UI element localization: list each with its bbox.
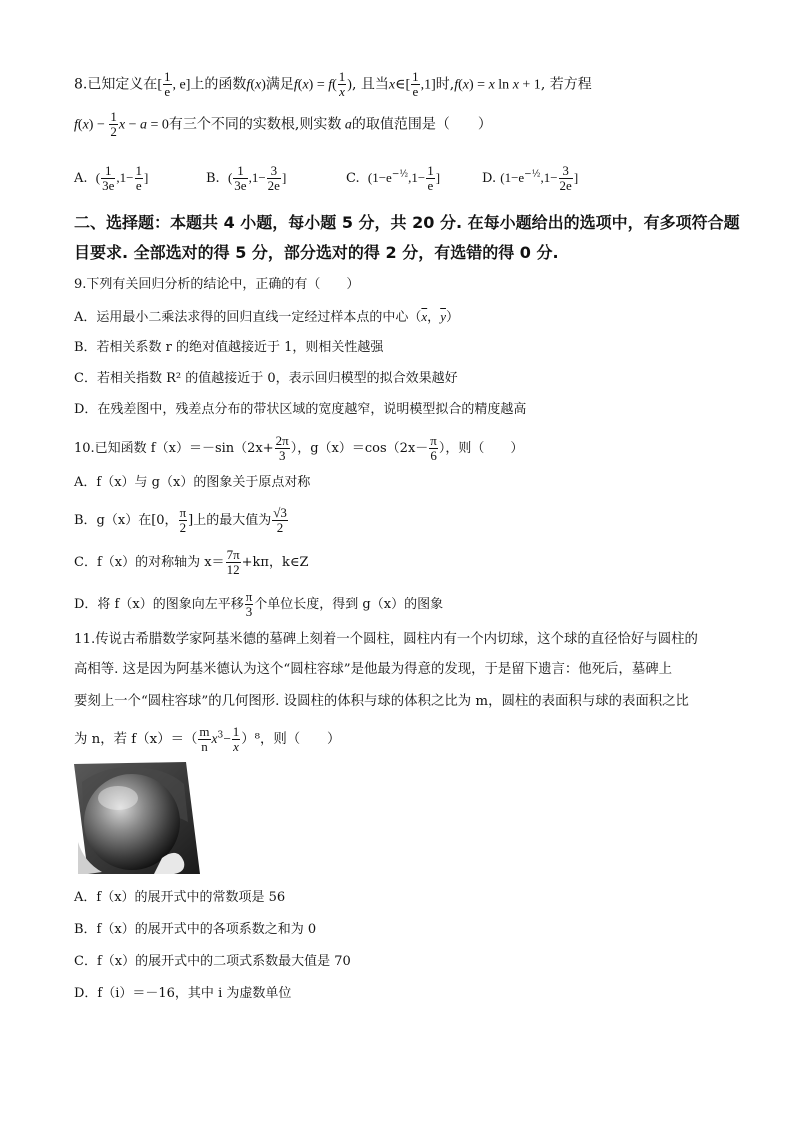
q10-option-d: D．将 f（x）的图象向左平移 $\frac{\pi}{3}$ 个单位长度，得到 g（x）的图象 bbox=[74, 589, 444, 619]
q10-option-c: C．f（x）的对称轴为 x＝ $\frac{7\pi}{12}$ +kπ，k∈Z bbox=[74, 547, 309, 577]
q8-option-b: B. ( $\frac{1}{3e}$ ,1− $\frac{3}{2e}$ ] bbox=[206, 163, 287, 193]
q10-stem: 10.已知函数 f（x）＝－sin（2x+ $\frac{2\pi}{3}$ ），g（x）＝cos（2x－ $\frac{\pi}{6}$ ），则（ ） bbox=[74, 433, 524, 463]
q8-line-1: 8.已知定义在[ $\frac{1}{e}$ , e]上的函数f(x)满足f(x) = f( $\frac{1}{x}$ ), 且当x∈[ $\frac{1}{e}$ ,1]时,f(x) = x ln x + 1, 若方程 bbox=[74, 69, 592, 99]
frac-1-over-e: $\frac{1}{e}$ bbox=[164, 69, 171, 99]
q8-line-2: f(x) − $\frac{1}{2}$ x − a = 0有三个不同的实数根,则实数 a的取值范围是（ ） bbox=[74, 109, 492, 139]
q8-text-a: 8.已知定义在 bbox=[74, 76, 158, 93]
q9-stem: 9.下列有关回归分析的结论中，正确的有（ ） bbox=[74, 277, 360, 292]
q11-option-c: C．f（x）的展开式中的二项式系数最大值是 70 bbox=[74, 954, 351, 969]
q11-line-2: 高相等. 这是因为阿基米德认为这个“圆柱容球”是他最为得意的发现，于是留下遗言：他死后，墓碑上 bbox=[74, 662, 672, 677]
q8-options bbox=[74, 164, 578, 193]
q11-option-d: D．f（i）＝－16，其中 i 为虚数单位 bbox=[74, 986, 292, 1001]
q9-option-d: D．在残差图中，残差点分布的带状区域的宽度越窄，说明模型拟合的精度越高 bbox=[74, 402, 527, 417]
sphere-in-cylinder-photo-icon bbox=[74, 762, 200, 874]
q11-option-b: B．f（x）的展开式中的各项系数之和为 0 bbox=[74, 922, 317, 937]
q10-option-a: A．f（x）与 g（x）的图象关于原点对称 bbox=[74, 475, 311, 490]
q8-text-g: 有三个不同的实数根,则实数 bbox=[168, 116, 342, 133]
q9-option-a: A．运用最小二乘法求得的回归直线一定经过样本点的中心（$\overline{x}$，$\overline{y}$） bbox=[74, 309, 459, 325]
q8-text-b: 上的函数 bbox=[190, 76, 247, 93]
q11-option-a: A．f（x）的展开式中的常数项是 56 bbox=[74, 890, 286, 905]
q8-option-c: C. ($1-e^{-\frac{1}{2}},1-$ $\frac{1}{e}$ ] bbox=[346, 163, 441, 193]
q8-text-f: , 若方程 bbox=[540, 76, 592, 93]
q9-option-c: C．若相关指数 R² 的值越接近于 0，表示回归模型的拟合效果越好 bbox=[74, 371, 458, 386]
q8-option-a: A. ( $\frac{1}{3e}$ ,1− $\frac{1}{e}$ ] bbox=[74, 163, 149, 193]
q9-option-b: B．若相关系数 r 的绝对值越接近于 1，则相关性越强 bbox=[74, 340, 384, 355]
section-2-heading-line-1: 二、选择题：本题共 4 小题，每小题 5 分，共 20 分. 在每小题给出的选项中，有多项符合题 bbox=[74, 213, 740, 232]
q8-text-c: 满足 bbox=[265, 76, 294, 93]
q11-line-1: 11.传说古希腊数学家阿基米德的墓碑上刻着一个圆柱，圆柱内有一个内切球，这个球的直径恰好与圆柱的 bbox=[74, 632, 698, 647]
q11-line-3: 要刻上一个“圆柱容球”的几何图形. 设圆柱的体积与球的体积之比为 m，圆柱的表面积与球的表面积之比 bbox=[74, 694, 689, 709]
q8-text-d: , 且当 bbox=[351, 76, 389, 93]
q8-text-h: 的取值范围是（ ） bbox=[351, 116, 492, 133]
q10-option-b: B．g（x）在[0， $\frac{\pi}{2}$ ]上的最大值为 $\frac{√3}{2}$ bbox=[74, 505, 287, 535]
q11-line-4: 为 n，若 f（x）＝（ $\frac{m}{n}$ $x^3-$ $\frac{1}{x}$ ）⁸，则（ ） bbox=[74, 724, 341, 754]
q8-option-d: D. ($1-e^{-\frac{1}{2}},1-$ $\frac{3}{2e}$ ] bbox=[482, 163, 579, 193]
q8-text-e: 时, bbox=[435, 76, 455, 93]
section-2-heading-line-2: 目要求. 全部选对的得 5 分，部分选对的得 2 分，有选错的得 0 分. bbox=[74, 243, 559, 262]
